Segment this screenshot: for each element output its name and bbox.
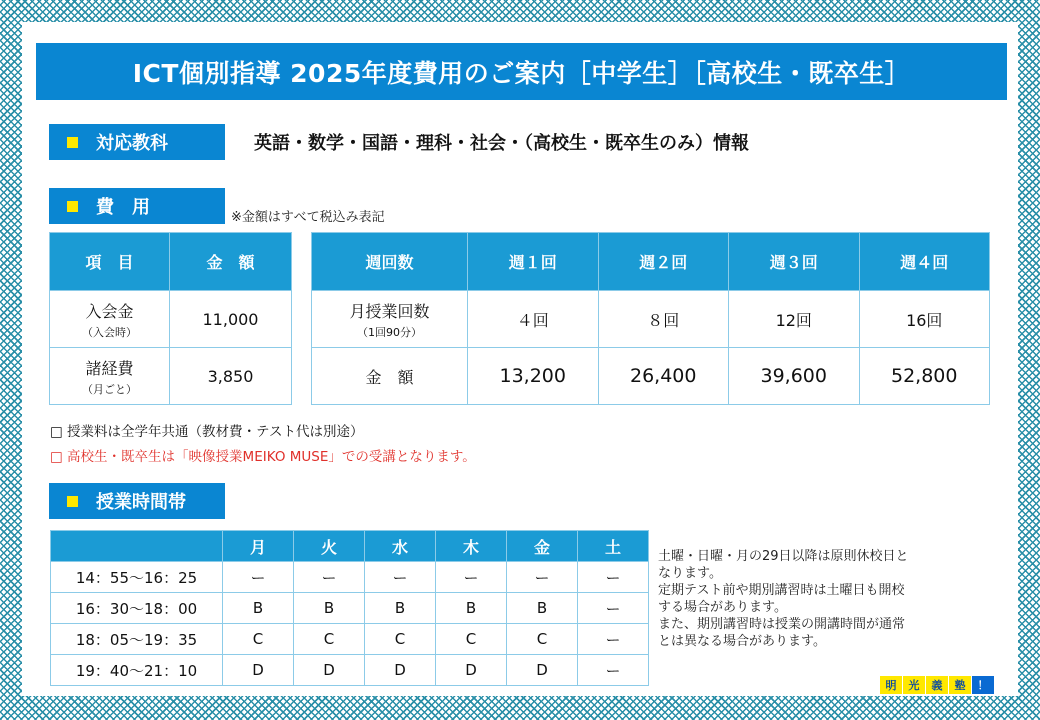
column-header: 火 bbox=[294, 531, 365, 562]
table-cell: B bbox=[365, 593, 436, 624]
row-label-main: 月授業回数 bbox=[349, 301, 430, 321]
column-header: 月 bbox=[223, 531, 294, 562]
section-header-schedule bbox=[49, 483, 225, 519]
section-header-label: 対応教科 bbox=[96, 133, 168, 154]
column-header: 項 目 bbox=[50, 233, 170, 291]
table-cell: 16回 bbox=[859, 291, 990, 348]
column-header: 木 bbox=[436, 531, 507, 562]
table-row bbox=[312, 348, 990, 405]
side-note-line: なります。 bbox=[658, 566, 722, 581]
table-cell: 3,850 bbox=[170, 348, 292, 405]
table-cell: 12回 bbox=[729, 291, 860, 348]
column-header: 週２回 bbox=[598, 233, 729, 291]
section-header-label: 授業時間帯 bbox=[96, 492, 186, 513]
table-cell: C bbox=[294, 624, 365, 655]
table-cell: ー bbox=[578, 624, 649, 655]
table-cell: D bbox=[507, 655, 578, 686]
table-cell: 11,000 bbox=[170, 291, 292, 348]
table-cell: D bbox=[436, 655, 507, 686]
time-slot: 14：55〜16：25 bbox=[51, 562, 223, 593]
schedule-side-note bbox=[658, 548, 988, 650]
column-header: 金 bbox=[507, 531, 578, 562]
note-item-highlight: □ 高校生・既卒生は「映像授業MEIKO MUSE」での受講となります。 bbox=[50, 449, 476, 465]
time-slot: 16：30〜18：00 bbox=[51, 593, 223, 624]
fee-notes bbox=[50, 420, 476, 470]
column-header: 週３回 bbox=[729, 233, 860, 291]
table-cell: B bbox=[294, 593, 365, 624]
table-cell: ー bbox=[507, 562, 578, 593]
table-row bbox=[312, 291, 990, 348]
row-label bbox=[50, 348, 170, 405]
table-cell: ー bbox=[365, 562, 436, 593]
table-cell: ー bbox=[436, 562, 507, 593]
table-cell: ー bbox=[223, 562, 294, 593]
table-row bbox=[51, 655, 649, 686]
column-header: 水 bbox=[365, 531, 436, 562]
row-label-sub: （入会時） bbox=[82, 325, 137, 339]
row-label bbox=[50, 291, 170, 348]
table-cell: 52,800 bbox=[859, 348, 990, 405]
table-cell: C bbox=[223, 624, 294, 655]
table-cell: C bbox=[365, 624, 436, 655]
table-row bbox=[51, 562, 649, 593]
table-cell: 13,200 bbox=[468, 348, 599, 405]
table-cell: 26,400 bbox=[598, 348, 729, 405]
table-row bbox=[51, 624, 649, 655]
table-row bbox=[51, 593, 649, 624]
section-header-fee bbox=[49, 188, 225, 224]
subjects-text: 英語・数学・国語・理科・社会・（高校生・既卒生のみ）情報 bbox=[254, 133, 749, 154]
brand-char: 義 bbox=[926, 676, 948, 694]
yellow-square-icon bbox=[67, 137, 78, 148]
table-cell: ４回 bbox=[468, 291, 599, 348]
fee-table-fixed bbox=[49, 232, 292, 405]
time-slot: 18：05〜19：35 bbox=[51, 624, 223, 655]
side-note-line: 土曜・日曜・月の29日以降は原則休校日と bbox=[658, 549, 909, 564]
row-label: 金 額 bbox=[312, 348, 468, 405]
table-cell: ー bbox=[578, 562, 649, 593]
column-header: 金 額 bbox=[170, 233, 292, 291]
brand-char: 光 bbox=[903, 676, 925, 694]
table-cell: B bbox=[507, 593, 578, 624]
time-slot: 19：40〜21：10 bbox=[51, 655, 223, 686]
corner-header bbox=[51, 531, 223, 562]
yellow-square-icon bbox=[67, 496, 78, 507]
brand-logo bbox=[880, 676, 996, 694]
table-row bbox=[50, 291, 292, 348]
table-cell: C bbox=[507, 624, 578, 655]
column-header: 土 bbox=[578, 531, 649, 562]
row-label bbox=[312, 291, 468, 348]
table-cell: D bbox=[223, 655, 294, 686]
page-title: ICT個別指導 2025年度費用のご案内［中学生］［高校生・既卒生］ bbox=[36, 43, 1007, 100]
table-cell: ー bbox=[578, 593, 649, 624]
brand-char: 塾 bbox=[949, 676, 971, 694]
schedule-table bbox=[50, 530, 649, 686]
column-header: 週１回 bbox=[468, 233, 599, 291]
fee-table-weekly bbox=[311, 232, 990, 405]
page bbox=[22, 22, 1018, 696]
table-cell: C bbox=[436, 624, 507, 655]
row-label-sub: （1回90分） bbox=[357, 325, 422, 339]
row-label-main: 入会金 bbox=[85, 301, 134, 321]
yellow-square-icon bbox=[67, 201, 78, 212]
side-note-line: また、期別講習時は授業の開講時間が通常 bbox=[658, 617, 906, 632]
brand-char: 明 bbox=[880, 676, 902, 694]
note-item: □ 授業料は全学年共通（教材費・テスト代は別途） bbox=[50, 424, 364, 440]
row-label-sub: （月ごと） bbox=[82, 382, 137, 396]
column-header: 週回数 bbox=[312, 233, 468, 291]
table-cell: ー bbox=[294, 562, 365, 593]
column-header: 週４回 bbox=[859, 233, 990, 291]
table-cell: ー bbox=[578, 655, 649, 686]
table-cell: ８回 bbox=[598, 291, 729, 348]
brand-exclamation: ！ bbox=[972, 676, 994, 694]
tax-note: ※金額はすべて税込み表記 bbox=[231, 210, 385, 225]
side-note-line: する場合があります。 bbox=[658, 600, 787, 615]
table-cell: D bbox=[294, 655, 365, 686]
section-header-label: 費 用 bbox=[96, 197, 150, 218]
row-label-main: 諸経費 bbox=[85, 358, 134, 378]
table-cell: B bbox=[436, 593, 507, 624]
side-note-line: 定期テスト前や期別講習時は土曜日も開校 bbox=[658, 583, 905, 598]
section-header-subjects bbox=[49, 124, 225, 160]
table-cell: 39,600 bbox=[729, 348, 860, 405]
side-note-line: とは異なる場合があります。 bbox=[658, 634, 826, 649]
table-row bbox=[50, 348, 292, 405]
table-cell: D bbox=[365, 655, 436, 686]
table-cell: B bbox=[223, 593, 294, 624]
